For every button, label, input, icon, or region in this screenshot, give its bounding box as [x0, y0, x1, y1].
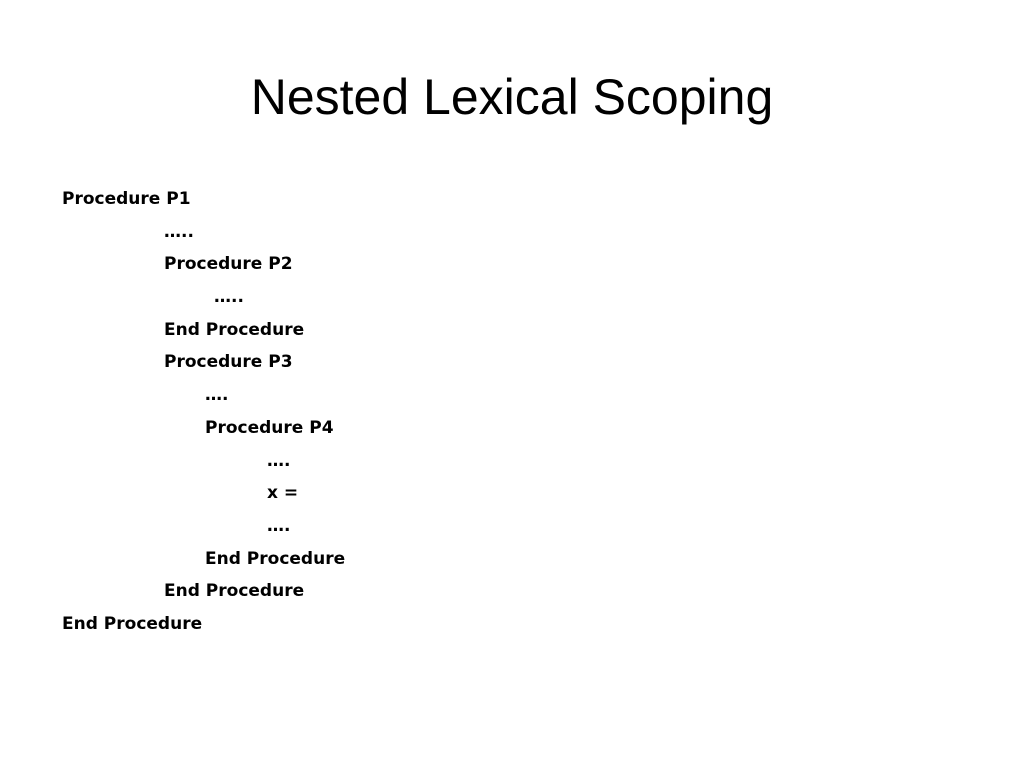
- code-line-end-procedure-p4: End Procedure: [205, 548, 346, 569]
- code-line-end-procedure-p2: End Procedure: [164, 319, 305, 340]
- code-line-assignment: x =: [267, 483, 299, 504]
- code-line-ellipsis: ….: [267, 450, 291, 471]
- code-line-ellipsis: ….: [205, 385, 229, 406]
- code-line-ellipsis: …..: [214, 287, 244, 308]
- code-listing: [62, 183, 345, 641]
- code-line-procedure-p4: Procedure P4: [205, 417, 334, 438]
- code-line-procedure-p1: Procedure P1: [62, 189, 191, 209]
- code-line-procedure-p2: Procedure P2: [164, 254, 293, 275]
- code-line-ellipsis: …..: [164, 221, 194, 242]
- code-line-ellipsis: ….: [267, 515, 291, 536]
- code-line-end-procedure-p3: End Procedure: [164, 581, 305, 602]
- slide-title: Nested Lexical Scoping: [250, 69, 774, 125]
- code-line-end-procedure-p1: End Procedure: [62, 613, 203, 634]
- code-line-procedure-p3: Procedure P3: [164, 352, 293, 373]
